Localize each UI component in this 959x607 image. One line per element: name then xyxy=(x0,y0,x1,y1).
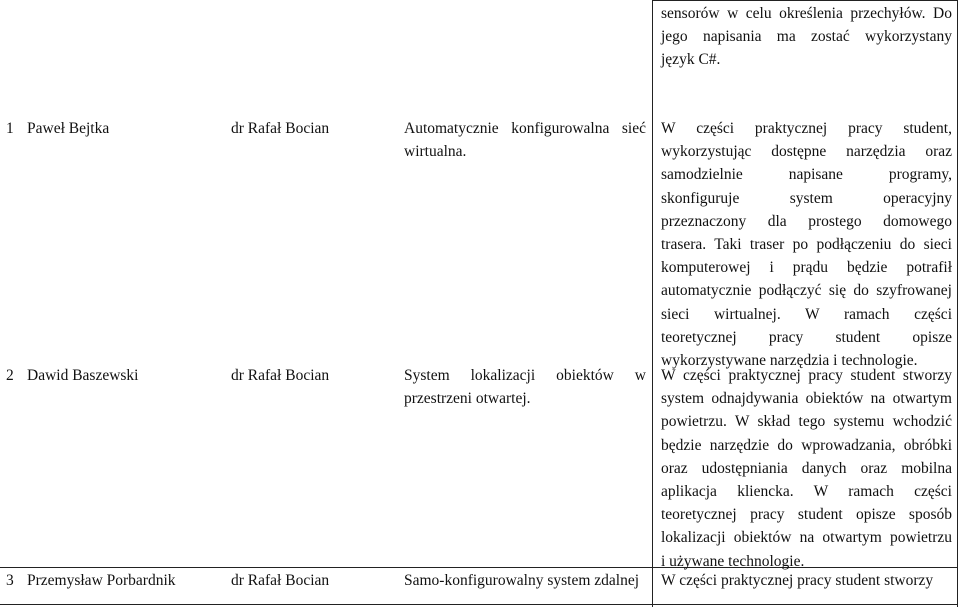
grid-line xyxy=(652,0,653,607)
supervisor-name: dr Rafał Bocian xyxy=(231,120,330,137)
grid-line xyxy=(0,604,958,605)
thesis-description xyxy=(661,364,952,573)
text-line: wykorzystując dostępne narzędzia oraz xyxy=(661,143,952,161)
text-line: język C#. xyxy=(661,51,721,69)
text-line: automatycznie podłączyć się do szyfrowanej xyxy=(661,282,952,300)
row-number: 3 xyxy=(6,572,14,589)
text-line: W części praktycznej pracy student, xyxy=(661,120,952,137)
text-line: teoretycznej pracy student opisze sposób xyxy=(661,506,952,524)
text-line: przeznaczony dla prostego domowego xyxy=(661,212,952,230)
text-line: sensorów w celu określenia przechyłów. Do xyxy=(661,5,952,22)
thesis-title xyxy=(404,117,646,163)
text-line: wirtualna. xyxy=(404,143,467,161)
text-line: skonfiguruje system operacyjny xyxy=(661,189,952,207)
student-name: Przemysław Porbardnik xyxy=(27,572,176,589)
text-line: samodzielnie napisane programy, xyxy=(661,166,952,184)
text-line: komputerowej i prądu będzie potrafił xyxy=(661,259,952,277)
thesis-description xyxy=(661,117,952,372)
supervisor-name: dr Rafał Bocian xyxy=(231,367,330,384)
text-line: aplikacja kliencka. W ramach części xyxy=(661,483,952,501)
text-line: przestrzeni otwartej. xyxy=(404,390,531,408)
text-line: system odnajdywania obiektów na otwartym xyxy=(661,390,952,408)
text-line: Automatycznie konfigurowalna sieć xyxy=(404,120,646,137)
row-number: 1 xyxy=(6,120,14,137)
text-line: wykorzystywane narzędzia i technologie. xyxy=(661,352,918,370)
supervisor-name: dr Rafał Bocian xyxy=(231,572,330,589)
grid-line xyxy=(957,0,958,607)
text-line: powietrzu. W skład tego systemu wchodzić xyxy=(661,413,952,431)
top-description-cell xyxy=(661,2,952,72)
text-line: oraz udostępniania danych oraz mobilna xyxy=(661,459,952,477)
text-line: teoretycznej pracy student opisze xyxy=(661,328,952,346)
text-line: Samo-konfigurowalny system zdalnej xyxy=(404,572,640,589)
thesis-title xyxy=(404,364,646,410)
grid-line xyxy=(652,0,958,1)
thesis-description xyxy=(661,569,952,592)
row-number: 2 xyxy=(6,367,14,384)
text-line: i używane technologie. xyxy=(661,552,805,570)
student-name: Dawid Baszewski xyxy=(27,367,139,384)
text-line: W części praktycznej pracy student stworzy xyxy=(661,572,934,589)
text-line: będzie narzędzie do wprowadzania, obróbki xyxy=(661,436,952,454)
text-line: trasera. Taki traser po podłączeniu do sieci xyxy=(661,236,952,254)
text-line: lokalizacji obiektów na otwartym powietrzu xyxy=(661,529,952,547)
text-line: W części praktycznej pracy student stworzy xyxy=(661,367,952,384)
text-line: sieci wirtualnej. W ramach części xyxy=(661,305,952,323)
student-name: Paweł Bejtka xyxy=(27,120,110,137)
thesis-title xyxy=(404,569,650,592)
text-line: System lokalizacji obiektów w xyxy=(404,367,646,384)
text-line: jego napisania ma zostać wykorzystany xyxy=(661,28,952,46)
